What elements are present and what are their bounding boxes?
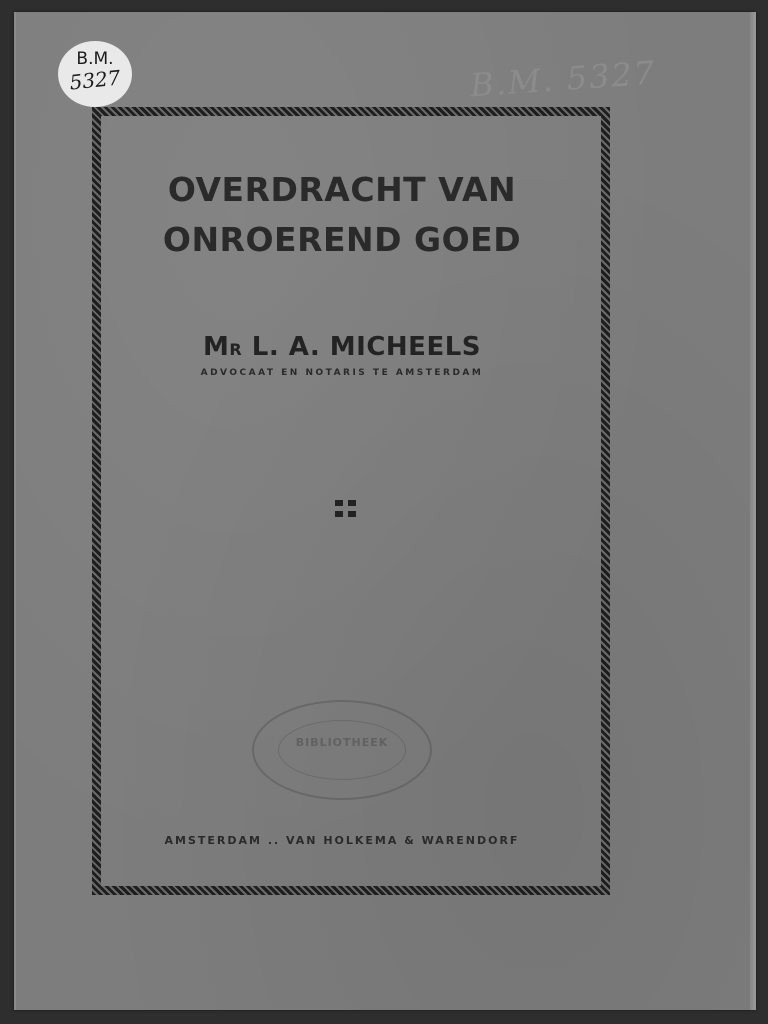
author-prefix: MR [203,332,243,362]
library-sticker [58,41,132,107]
title-line-1: OVERDRACHT VAN [167,170,517,209]
stamp-text: BIBLIOTHEEK [295,736,389,749]
author-subtitle: ADVOCAAT EN NOTARIS TE AMSTERDAM [200,368,484,378]
author-fullname: L. A. MICHEELS [251,332,481,362]
title-line-2: ONROEREND GOED [162,220,522,259]
publisher-line: AMSTERDAM .. VAN HOLKEMA & WARENDORF [164,834,520,847]
sticker-number: 5327 [68,65,122,95]
book-title [92,165,592,265]
pencil-shelfmark: B.M. 5327 [468,53,658,105]
library-stamp [252,700,432,800]
sticker-label: B.M. [76,49,114,69]
author-name [92,332,592,362]
square-ornament-icon [335,500,357,518]
page-edge [750,12,756,1010]
